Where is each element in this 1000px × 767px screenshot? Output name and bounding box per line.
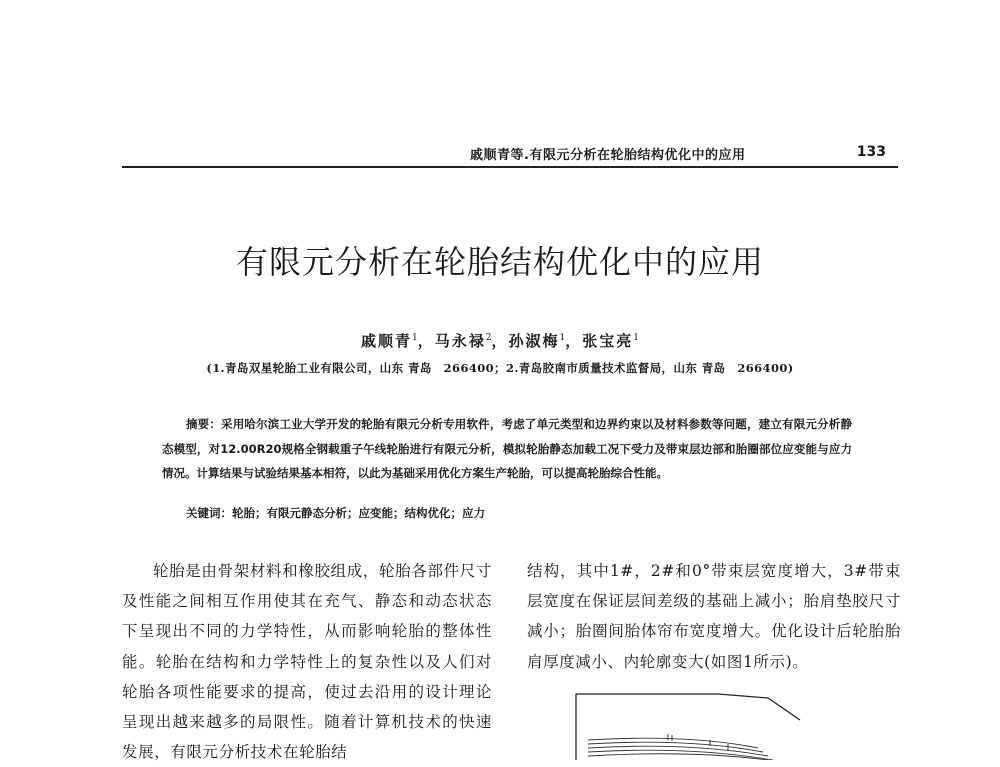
belt-layer-line <box>588 750 773 760</box>
page-number: 133 <box>856 144 886 160</box>
affiliation: (1.青岛双星轮胎工业有限公司，山东 青岛 266400；2.青岛胶南市质量技术监督局，山东 青岛 266400) <box>206 361 794 375</box>
author-name: 孙淑梅 <box>508 332 560 350</box>
author-affiliation-mark: 2 <box>485 333 492 343</box>
author-affiliation-mark: 1 <box>411 333 418 343</box>
body-right-column: 结构，其中1#，2#和0°带束层宽度增大，3#带束层宽度在保证层间差级的基础上减小；胎肩垫胶尺寸减小；胎圈间胎体帘布宽度增大。优化设计后轮胎胎肩厚度减小、内轮廓变大(如图1所示)。 <box>527 562 901 671</box>
author-separator: ， <box>491 332 509 350</box>
keywords: 关键词：轮胎；有限元静态分析；应变能；结构优化；应力 <box>186 506 485 520</box>
author-name: 马永禄 <box>434 332 486 350</box>
running-title: 戚顺青等.有限元分析在轮胎结构优化中的应用 <box>470 148 746 163</box>
author-affiliation-mark: 1 <box>559 333 566 343</box>
author-separator: ， <box>417 332 435 350</box>
author-name: 张宝亮 <box>582 332 634 350</box>
tire-cross-section-figure <box>568 690 808 760</box>
figure-outline <box>576 694 800 760</box>
abstract: 摘要：采用哈尔滨工业大学开发的轮胎有限元分析专用软件，考虑了单元类型和边界约束以及材料参数等问题，建立有限元分析静态模型，对12.00R20规格全钢载重子午线轮胎进行有限元分析，模拟轮胎静态加载工况下受力及带束层边部和胎圈部位应变能与应力情况。计算结果与试验结果基本相符，以此为基础采用优化方案生产轮胎，可以提高轮胎综合性能。 <box>162 417 852 481</box>
author-affiliation-mark: 1 <box>633 333 640 343</box>
author-name: 戚顺青 <box>360 332 412 350</box>
article-title: 有限元分析在轮胎结构优化中的应用 <box>235 243 764 281</box>
author-list <box>0 330 1000 351</box>
running-header <box>122 140 898 168</box>
body-left-column: 轮胎是由骨架材料和橡胶组成，轮胎各部件尺寸及性能之间相互作用使其在充气、静态和动态状态下呈现出不同的力学特性，从而影响轮胎的整体性能。轮胎在结构和力学特性上的复杂性以及人们对轮胎各项性能要求的提高，使过去沿用的设计理论呈现出越来越多的局限性。随着计算机技术的快速发展，有限元分析技术在轮胎结 <box>122 562 492 762</box>
author-separator: ， <box>565 332 583 350</box>
belt-layer-line <box>588 754 768 760</box>
